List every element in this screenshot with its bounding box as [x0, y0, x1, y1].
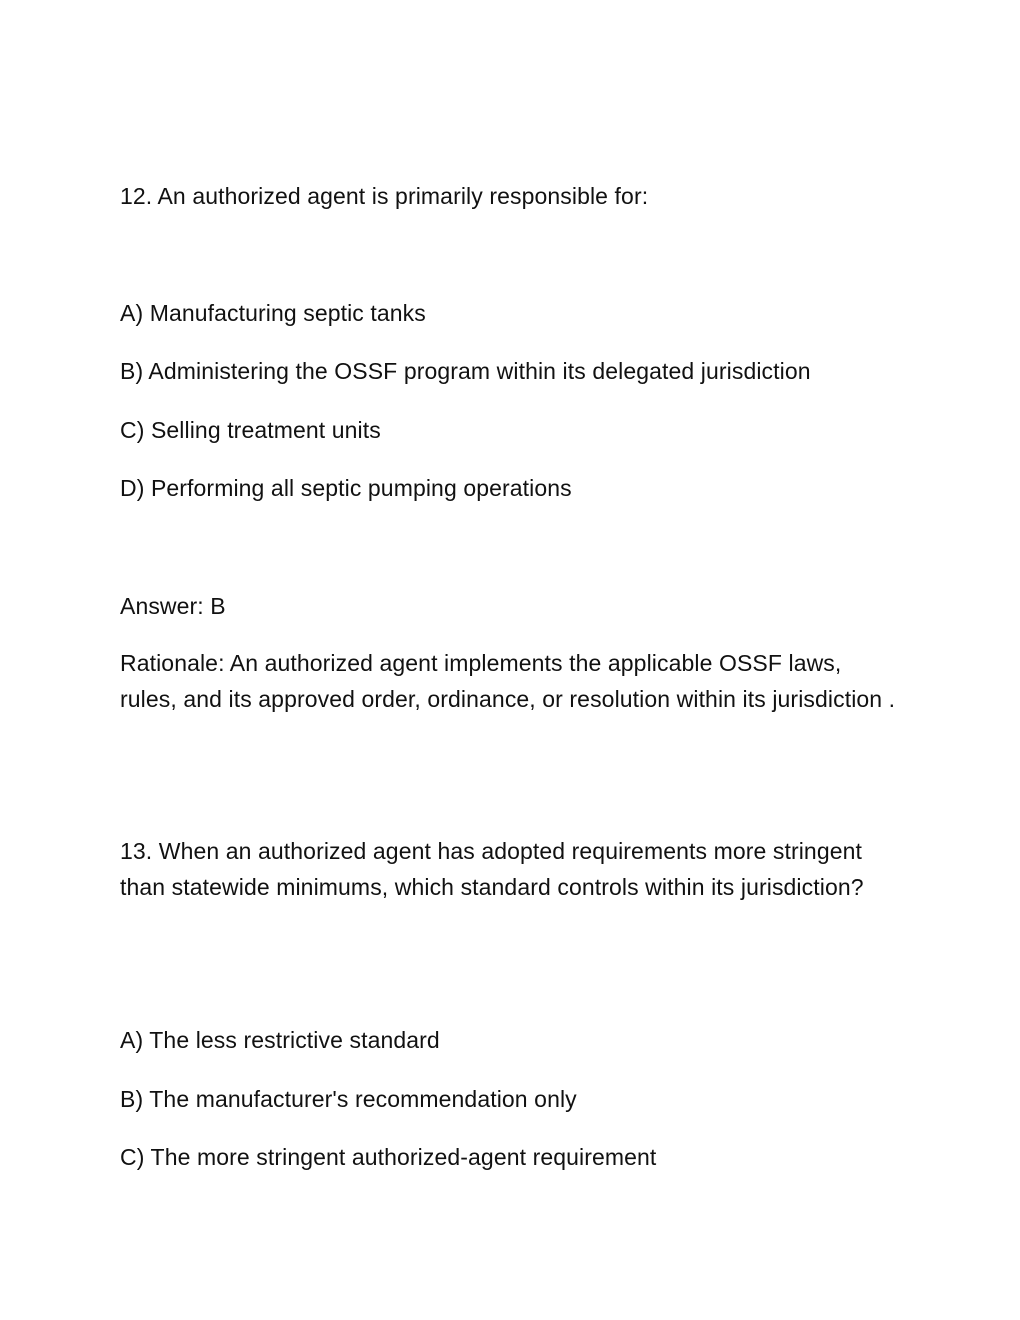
question-12-option-c: C) Selling treatment units: [120, 417, 381, 443]
question-13-option-c: C) The more stringent authorized-agent requirement: [120, 1144, 657, 1170]
question-13-option-b: B) The manufacturer's recommendation only: [120, 1086, 577, 1112]
question-12-answer: Answer: B: [120, 593, 226, 619]
question-13-option-a: A) The less restrictive standard: [120, 1027, 440, 1053]
question-12-rationale: Rationale: An authorized agent implements the applicable OSSF laws, rules, and its approved order, ordinance, or resolution within its jurisdiction .: [120, 650, 896, 712]
question-12-option-a: A) Manufacturing septic tanks: [120, 300, 426, 326]
question-13-prompt: 13. When an authorized agent has adopted requirements more stringent than statewide minimums, which standard controls within its jurisdiction?: [120, 838, 864, 900]
question-12-prompt: 12. An authorized agent is primarily responsible for:: [120, 183, 649, 209]
question-12-option-b: B) Administering the OSSF program within its delegated jurisdiction: [120, 358, 811, 384]
question-12-option-d: D) Performing all septic pumping operations: [120, 475, 572, 501]
